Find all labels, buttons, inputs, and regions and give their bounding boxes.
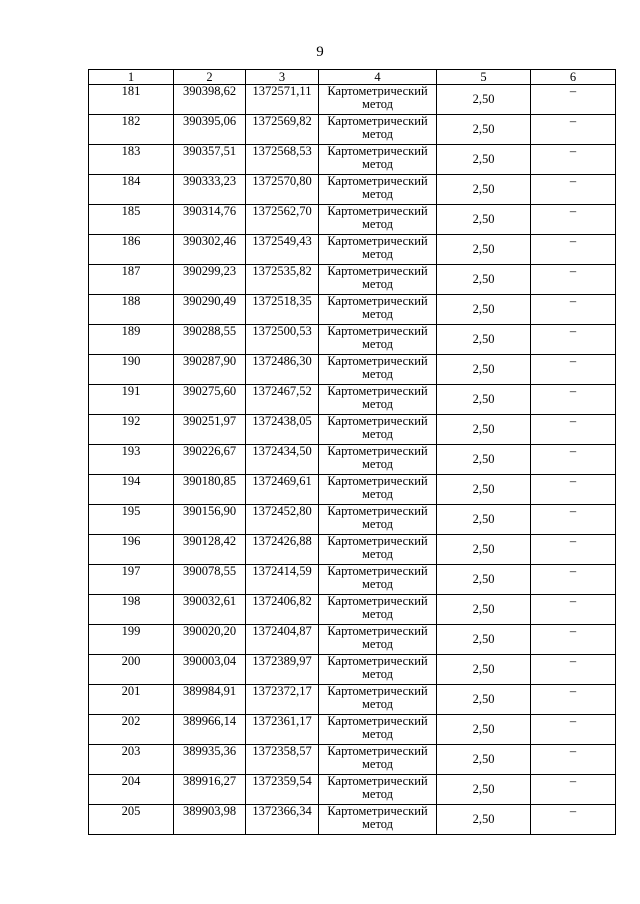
- point-number-cell: 203: [89, 745, 174, 775]
- method-cell: Картометрический метод: [319, 595, 437, 625]
- method-cell: Картометрический метод: [319, 535, 437, 565]
- y-coordinate-cell: 1372500,53: [246, 325, 319, 355]
- method-cell: Картометрический метод: [319, 235, 437, 265]
- y-coordinate-cell: 1372359,54: [246, 775, 319, 805]
- method-cell: Картометрический метод: [319, 385, 437, 415]
- accuracy-cell: 2,50: [437, 265, 531, 295]
- y-coordinate-cell: 1372414,59: [246, 565, 319, 595]
- accuracy-cell: 2,50: [437, 205, 531, 235]
- table-row: [89, 295, 616, 325]
- dash-cell: –: [531, 775, 616, 805]
- x-coordinate-cell: 389935,36: [174, 745, 246, 775]
- method-cell: Картометрический метод: [319, 445, 437, 475]
- table-row: [89, 505, 616, 535]
- accuracy-cell: 2,50: [437, 355, 531, 385]
- point-number-cell: 194: [89, 475, 174, 505]
- x-coordinate-cell: 389903,98: [174, 805, 246, 835]
- y-coordinate-cell: 1372535,82: [246, 265, 319, 295]
- method-cell: Картометрический метод: [319, 265, 437, 295]
- point-number-cell: 184: [89, 175, 174, 205]
- y-coordinate-cell: 1372404,87: [246, 625, 319, 655]
- accuracy-cell: 2,50: [437, 115, 531, 145]
- x-coordinate-cell: 390357,51: [174, 145, 246, 175]
- y-coordinate-cell: 1372372,17: [246, 685, 319, 715]
- y-coordinate-cell: 1372518,35: [246, 295, 319, 325]
- method-cell: Картометрический метод: [319, 325, 437, 355]
- table-row: [89, 115, 616, 145]
- point-number-cell: 204: [89, 775, 174, 805]
- point-number-cell: 198: [89, 595, 174, 625]
- table-row: [89, 445, 616, 475]
- point-number-cell: 183: [89, 145, 174, 175]
- dash-cell: –: [531, 235, 616, 265]
- method-cell: Картометрический метод: [319, 145, 437, 175]
- method-cell: Картометрический метод: [319, 565, 437, 595]
- table-row: [89, 145, 616, 175]
- x-coordinate-cell: 390003,04: [174, 655, 246, 685]
- accuracy-cell: 2,50: [437, 805, 531, 835]
- y-coordinate-cell: 1372366,34: [246, 805, 319, 835]
- point-number-cell: 185: [89, 205, 174, 235]
- x-coordinate-cell: 390395,06: [174, 115, 246, 145]
- point-number-cell: 186: [89, 235, 174, 265]
- table-row: [89, 175, 616, 205]
- y-coordinate-cell: 1372467,52: [246, 385, 319, 415]
- method-cell: Картометрический метод: [319, 115, 437, 145]
- point-number-cell: 196: [89, 535, 174, 565]
- y-coordinate-cell: 1372358,57: [246, 745, 319, 775]
- y-coordinate-cell: 1372438,05: [246, 415, 319, 445]
- point-number-cell: 192: [89, 415, 174, 445]
- dash-cell: –: [531, 205, 616, 235]
- x-coordinate-cell: 390251,97: [174, 415, 246, 445]
- y-coordinate-cell: 1372469,61: [246, 475, 319, 505]
- x-coordinate-cell: 390275,60: [174, 385, 246, 415]
- x-coordinate-cell: 390288,55: [174, 325, 246, 355]
- point-number-cell: 187: [89, 265, 174, 295]
- column-header: 5: [437, 70, 531, 85]
- y-coordinate-cell: 1372568,53: [246, 145, 319, 175]
- point-number-cell: 200: [89, 655, 174, 685]
- x-coordinate-cell: 390287,90: [174, 355, 246, 385]
- y-coordinate-cell: 1372426,88: [246, 535, 319, 565]
- point-number-cell: 189: [89, 325, 174, 355]
- method-cell: Картометрический метод: [319, 775, 437, 805]
- dash-cell: –: [531, 715, 616, 745]
- coordinates-table: [88, 69, 616, 835]
- column-header: 1: [89, 70, 174, 85]
- accuracy-cell: 2,50: [437, 295, 531, 325]
- dash-cell: –: [531, 385, 616, 415]
- table-row: [89, 625, 616, 655]
- y-coordinate-cell: 1372549,43: [246, 235, 319, 265]
- table-row: [89, 355, 616, 385]
- dash-cell: –: [531, 145, 616, 175]
- x-coordinate-cell: 389966,14: [174, 715, 246, 745]
- dash-cell: –: [531, 355, 616, 385]
- page-number: 9: [316, 44, 324, 60]
- method-cell: Картометрический метод: [319, 295, 437, 325]
- accuracy-cell: 2,50: [437, 595, 531, 625]
- accuracy-cell: 2,50: [437, 655, 531, 685]
- method-cell: Картометрический метод: [319, 715, 437, 745]
- table-row: [89, 415, 616, 445]
- table-row: [89, 805, 616, 835]
- dash-cell: –: [531, 745, 616, 775]
- point-number-cell: 191: [89, 385, 174, 415]
- method-cell: Картометрический метод: [319, 175, 437, 205]
- point-number-cell: 181: [89, 85, 174, 115]
- dash-cell: –: [531, 415, 616, 445]
- table-row: [89, 325, 616, 355]
- accuracy-cell: 2,50: [437, 85, 531, 115]
- dash-cell: –: [531, 295, 616, 325]
- y-coordinate-cell: 1372361,17: [246, 715, 319, 745]
- x-coordinate-cell: 390226,67: [174, 445, 246, 475]
- y-coordinate-cell: 1372570,80: [246, 175, 319, 205]
- dash-cell: –: [531, 565, 616, 595]
- method-cell: Картометрический метод: [319, 475, 437, 505]
- accuracy-cell: 2,50: [437, 445, 531, 475]
- table-row: [89, 475, 616, 505]
- x-coordinate-cell: 390302,46: [174, 235, 246, 265]
- table-row: [89, 535, 616, 565]
- y-coordinate-cell: 1372486,30: [246, 355, 319, 385]
- x-coordinate-cell: 390078,55: [174, 565, 246, 595]
- method-cell: Картометрический метод: [319, 805, 437, 835]
- method-cell: Картометрический метод: [319, 85, 437, 115]
- x-coordinate-cell: 390020,20: [174, 625, 246, 655]
- x-coordinate-cell: 390156,90: [174, 505, 246, 535]
- x-coordinate-cell: 390290,49: [174, 295, 246, 325]
- accuracy-cell: 2,50: [437, 745, 531, 775]
- column-header: 4: [319, 70, 437, 85]
- table-row: [89, 595, 616, 625]
- method-cell: Картометрический метод: [319, 745, 437, 775]
- dash-cell: –: [531, 805, 616, 835]
- x-coordinate-cell: 390333,23: [174, 175, 246, 205]
- accuracy-cell: 2,50: [437, 325, 531, 355]
- dash-cell: –: [531, 505, 616, 535]
- x-coordinate-cell: 390299,23: [174, 265, 246, 295]
- accuracy-cell: 2,50: [437, 235, 531, 265]
- accuracy-cell: 2,50: [437, 505, 531, 535]
- accuracy-cell: 2,50: [437, 775, 531, 805]
- table-row: [89, 745, 616, 775]
- dash-cell: –: [531, 595, 616, 625]
- column-header: 3: [246, 70, 319, 85]
- y-coordinate-cell: 1372406,82: [246, 595, 319, 625]
- table-row: [89, 265, 616, 295]
- accuracy-cell: 2,50: [437, 475, 531, 505]
- y-coordinate-cell: 1372434,50: [246, 445, 319, 475]
- point-number-cell: 197: [89, 565, 174, 595]
- dash-cell: –: [531, 175, 616, 205]
- table-row: [89, 775, 616, 805]
- table-row: [89, 715, 616, 745]
- method-cell: Картометрический метод: [319, 625, 437, 655]
- accuracy-cell: 2,50: [437, 685, 531, 715]
- x-coordinate-cell: 390128,42: [174, 535, 246, 565]
- dash-cell: –: [531, 535, 616, 565]
- point-number-cell: 188: [89, 295, 174, 325]
- point-number-cell: 193: [89, 445, 174, 475]
- table-row: [89, 385, 616, 415]
- method-cell: Картометрический метод: [319, 655, 437, 685]
- column-header: 2: [174, 70, 246, 85]
- table-row: [89, 235, 616, 265]
- method-cell: Картометрический метод: [319, 205, 437, 235]
- table-row: [89, 655, 616, 685]
- method-cell: Картометрический метод: [319, 415, 437, 445]
- point-number-cell: 205: [89, 805, 174, 835]
- dash-cell: –: [531, 445, 616, 475]
- column-header: 6: [531, 70, 616, 85]
- dash-cell: –: [531, 475, 616, 505]
- accuracy-cell: 2,50: [437, 535, 531, 565]
- dash-cell: –: [531, 325, 616, 355]
- accuracy-cell: 2,50: [437, 175, 531, 205]
- method-cell: Картометрический метод: [319, 505, 437, 535]
- point-number-cell: 182: [89, 115, 174, 145]
- dash-cell: –: [531, 115, 616, 145]
- accuracy-cell: 2,50: [437, 385, 531, 415]
- accuracy-cell: 2,50: [437, 715, 531, 745]
- y-coordinate-cell: 1372569,82: [246, 115, 319, 145]
- accuracy-cell: 2,50: [437, 415, 531, 445]
- table-header-row: [89, 70, 616, 85]
- x-coordinate-cell: 390032,61: [174, 595, 246, 625]
- dash-cell: –: [531, 685, 616, 715]
- table-row: [89, 205, 616, 235]
- method-cell: Картометрический метод: [319, 355, 437, 385]
- y-coordinate-cell: 1372452,80: [246, 505, 319, 535]
- method-cell: Картометрический метод: [319, 685, 437, 715]
- x-coordinate-cell: 389916,27: [174, 775, 246, 805]
- y-coordinate-cell: 1372562,70: [246, 205, 319, 235]
- accuracy-cell: 2,50: [437, 565, 531, 595]
- dash-cell: –: [531, 85, 616, 115]
- point-number-cell: 190: [89, 355, 174, 385]
- x-coordinate-cell: 390180,85: [174, 475, 246, 505]
- point-number-cell: 195: [89, 505, 174, 535]
- accuracy-cell: 2,50: [437, 145, 531, 175]
- x-coordinate-cell: 390314,76: [174, 205, 246, 235]
- y-coordinate-cell: 1372571,11: [246, 85, 319, 115]
- table-row: [89, 85, 616, 115]
- x-coordinate-cell: 390398,62: [174, 85, 246, 115]
- x-coordinate-cell: 389984,91: [174, 685, 246, 715]
- y-coordinate-cell: 1372389,97: [246, 655, 319, 685]
- point-number-cell: 199: [89, 625, 174, 655]
- table-row: [89, 565, 616, 595]
- dash-cell: –: [531, 265, 616, 295]
- accuracy-cell: 2,50: [437, 625, 531, 655]
- table-row: [89, 685, 616, 715]
- dash-cell: –: [531, 625, 616, 655]
- dash-cell: –: [531, 655, 616, 685]
- point-number-cell: 201: [89, 685, 174, 715]
- point-number-cell: 202: [89, 715, 174, 745]
